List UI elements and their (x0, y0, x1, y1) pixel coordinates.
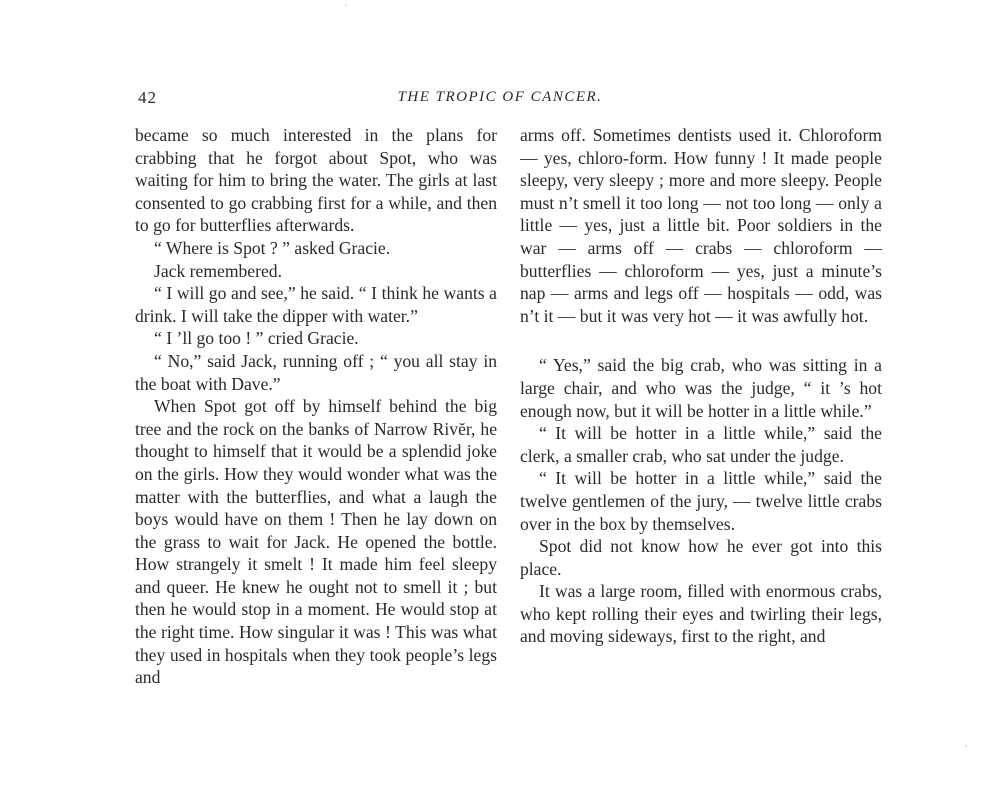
paper-speck (965, 745, 967, 747)
left-column (135, 124, 497, 689)
paragraph: Jack remembered. (154, 260, 282, 281)
paragraph: “ Yes,” said the big crab, who was sitting in a large chair, and who was the judge, “ it ’s hot enough now, but it will be hotter in a little while.” (520, 355, 882, 421)
section-break (520, 327, 882, 354)
paragraph: “ No,” said Jack, running off ; “ you all stay in the boat with Dave.” (135, 350, 497, 394)
paragraph: became so much interested in the plans for crabbing that he forgot about Spot, who was waiting for him to bring the water. The girls at last consented to go crabbing first for a while, and then to go for butterflies afterwards. (135, 125, 497, 236)
paragraph: “ I ’ll go too ! ” cried Gracie. (154, 328, 359, 349)
page-number: 42 (138, 88, 157, 107)
paragraph: It was a large room, filled with enormous crabs, who kept rolling their eyes and twirling their legs, and moving sideways, first to the right, and (520, 581, 882, 647)
paragraph: “ Where is Spot ? ” asked Gracie. (154, 237, 391, 258)
running-title: THE TROPIC OF CANCER. (397, 89, 603, 105)
paragraph: arms off. Sometimes dentists used it. Chloroform — yes, chloro-form. How funny ! It made people sleepy, very sleepy ; more and more sleepy. People must n’t smell it too long — not too long — only a little — yes, just a little bit. Poor soldiers in the war — arms off — crabs — chloroform — butterflies — chloroform — yes, just a minute’s nap — arms and legs off — hospitals — odd, was n’t it — but it was very hot — it was awfully hot. (520, 125, 882, 326)
paragraph: “ It will be hotter in a little while,” said the twelve gentlemen of the jury, — twelve little crabs over in the box by themselves. (520, 468, 882, 534)
paragraph: When Spot got off by himself behind the big tree and the rock on the banks of Narrow Rivĕr, he thought to himself that it would be a splendid joke on the girls. How they would wonder what was the matter with the butterflies, and what a laugh the boys would have on them ! Then he lay down on the grass to wait for Jack. He opened the bottle. How strangely it smelt ! It made him feel sleepy and queer. He knew he ought not to smell it ; but then he would stop in a moment. He would stop at the right time. How singular it was ! This was what they used in hospitals when they took people’s legs and (135, 396, 497, 688)
paper-speck (345, 4, 347, 6)
paragraph: “ I will go and see,” he said. “ I think he wants a drink. I will take the dipper with water.” (135, 283, 497, 326)
paragraph: “ It will be hotter in a little while,” said the clerk, a smaller crab, who sat under the judge. (520, 423, 882, 466)
paragraph: Spot did not know how he ever got into this place. (520, 536, 882, 579)
right-column (520, 124, 882, 648)
